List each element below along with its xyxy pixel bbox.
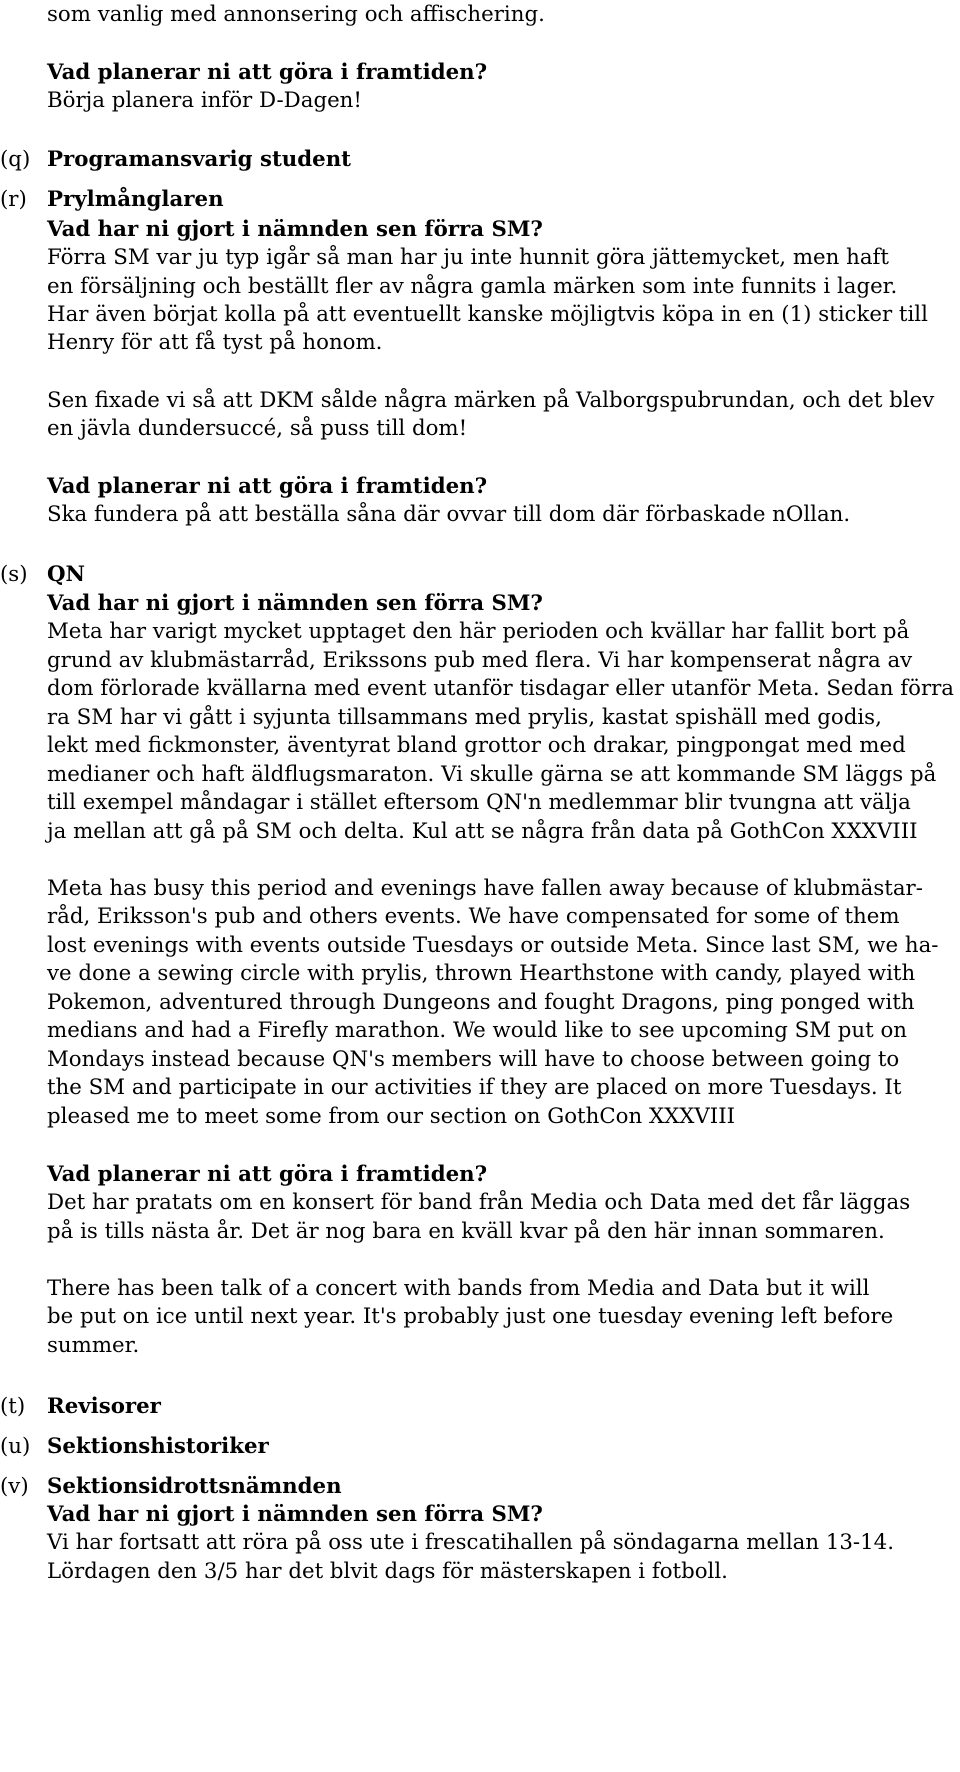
question-heading: Vad planerar ni att göra i framtiden? — [47, 1162, 488, 1187]
section-title: Revisorer — [47, 1394, 161, 1419]
text-line: Det har pratats om en konsert för band från Media och Data med det får läggas — [47, 1190, 911, 1215]
question-heading: Vad har ni gjort i nämnden sen förra SM? — [47, 591, 543, 616]
item-label: (t) — [0, 1394, 26, 1419]
text-line: ve done a sewing circle with prylis, thrown Hearthstone with candy, played with — [47, 961, 916, 986]
text-line: Sen fixade vi så att DKM sålde några märken på Valborgspubrundan, och det blev — [47, 388, 935, 413]
text-line: Har även börjat kolla på att eventuellt kanske möjligtvis köpa in en (1) sticker till — [47, 302, 928, 327]
text-line: medianer och haft äldflugsmaraton. Vi skulle gärna se att kommande SM läggs på — [47, 762, 937, 787]
text-line: Mondays instead because QN's members will have to choose between going to — [47, 1047, 900, 1072]
text-line: en försäljning och beställt fler av några gamla märken som inte funnits i lager. — [47, 274, 898, 299]
text-line: the SM and participate in our activities if they are placed on more Tuesdays. It — [47, 1075, 902, 1100]
question-heading: Vad planerar ni att göra i framtiden? — [47, 474, 488, 499]
text-line: There has been talk of a concert with bands from Media and Data but it will — [47, 1276, 870, 1301]
text-line: Ska fundera på att beställa såna där ovvar till dom där förbaskade nOllan. — [47, 502, 851, 527]
item-label: (v) — [0, 1474, 29, 1499]
text-line: be put on ice until next year. It's probably just one tuesday evening left before — [47, 1304, 894, 1329]
text-line: som vanlig med annonsering och affischering. — [47, 2, 545, 27]
section-title: Prylmånglaren — [47, 187, 224, 212]
section-title: Programansvarig student — [47, 147, 352, 172]
section-title: Sektionsidrottsnämnden — [47, 1474, 342, 1499]
question-heading: Vad har ni gjort i nämnden sen förra SM? — [47, 217, 543, 242]
item-label: (q) — [0, 147, 31, 172]
item-label: (s) — [0, 562, 28, 587]
text-line: Meta har varigt mycket upptaget den här perioden och kvällar har fallit bort på — [47, 619, 910, 644]
text-line: grund av klubmästarråd, Erikssons pub med flera. Vi har kompenserat några av — [47, 648, 913, 673]
item-label: (u) — [0, 1434, 31, 1459]
text-line: Meta has busy this period and evenings have fallen away because of klubmästar- — [47, 876, 923, 901]
text-line: en jävla dundersuccé, så puss till dom! — [47, 416, 468, 441]
text-line: Vi har fortsatt att röra på oss ute i frescatihallen på söndagarna mellan 13-14. — [47, 1530, 894, 1555]
text-line: ra SM har vi gått i syjunta tillsammans med prylis, kastat spishäll med godis, — [47, 705, 882, 730]
text-line: pleased me to meet some from our section on GothCon XXXVIII — [47, 1104, 736, 1129]
text-line: Henry för att få tyst på honom. — [47, 330, 383, 355]
section-title: QN — [47, 562, 86, 587]
section-title: Sektionshistoriker — [47, 1434, 269, 1459]
text-line: Börja planera inför D-Dagen! — [47, 88, 362, 113]
text-line: råd, Eriksson's pub and others events. We have compensated for some of them — [47, 904, 900, 929]
text-line: medians and had a Firefly marathon. We would like to see upcoming SM put on — [47, 1018, 908, 1043]
question-heading: Vad planerar ni att göra i framtiden? — [47, 60, 488, 85]
text-line: dom förlorade kvällarna med event utanför tisdagar eller utanför Meta. Sedan förra — [47, 676, 954, 701]
text-line: lekt med fickmonster, äventyrat bland grottor och drakar, pingpongat med med — [47, 733, 906, 758]
text-line: till exempel måndagar i stället eftersom QN'n medlemmar blir tvungna att välja — [47, 790, 911, 815]
text-line: summer. — [47, 1333, 140, 1358]
question-heading: Vad har ni gjort i nämnden sen förra SM? — [47, 1502, 543, 1527]
text-line: lost evenings with events outside Tuesdays or outside Meta. Since last SM, we ha- — [47, 933, 939, 958]
text-line: på is tills nästa år. Det är nog bara en kväll kvar på den här innan sommaren. — [47, 1219, 885, 1244]
text-line: Pokemon, adventured through Dungeons and fought Dragons, ping ponged with — [47, 990, 915, 1015]
item-label: (r) — [0, 187, 27, 212]
text-line: ja mellan att gå på SM och delta. Kul att se några från data på GothCon XXXVIII — [47, 819, 918, 844]
text-line: Förra SM var ju typ igår så man har ju inte hunnit göra jättemycket, men haft — [47, 245, 889, 270]
text-line: Lördagen den 3/5 har det blvit dags för mästerskapen i fotboll. — [47, 1559, 728, 1584]
